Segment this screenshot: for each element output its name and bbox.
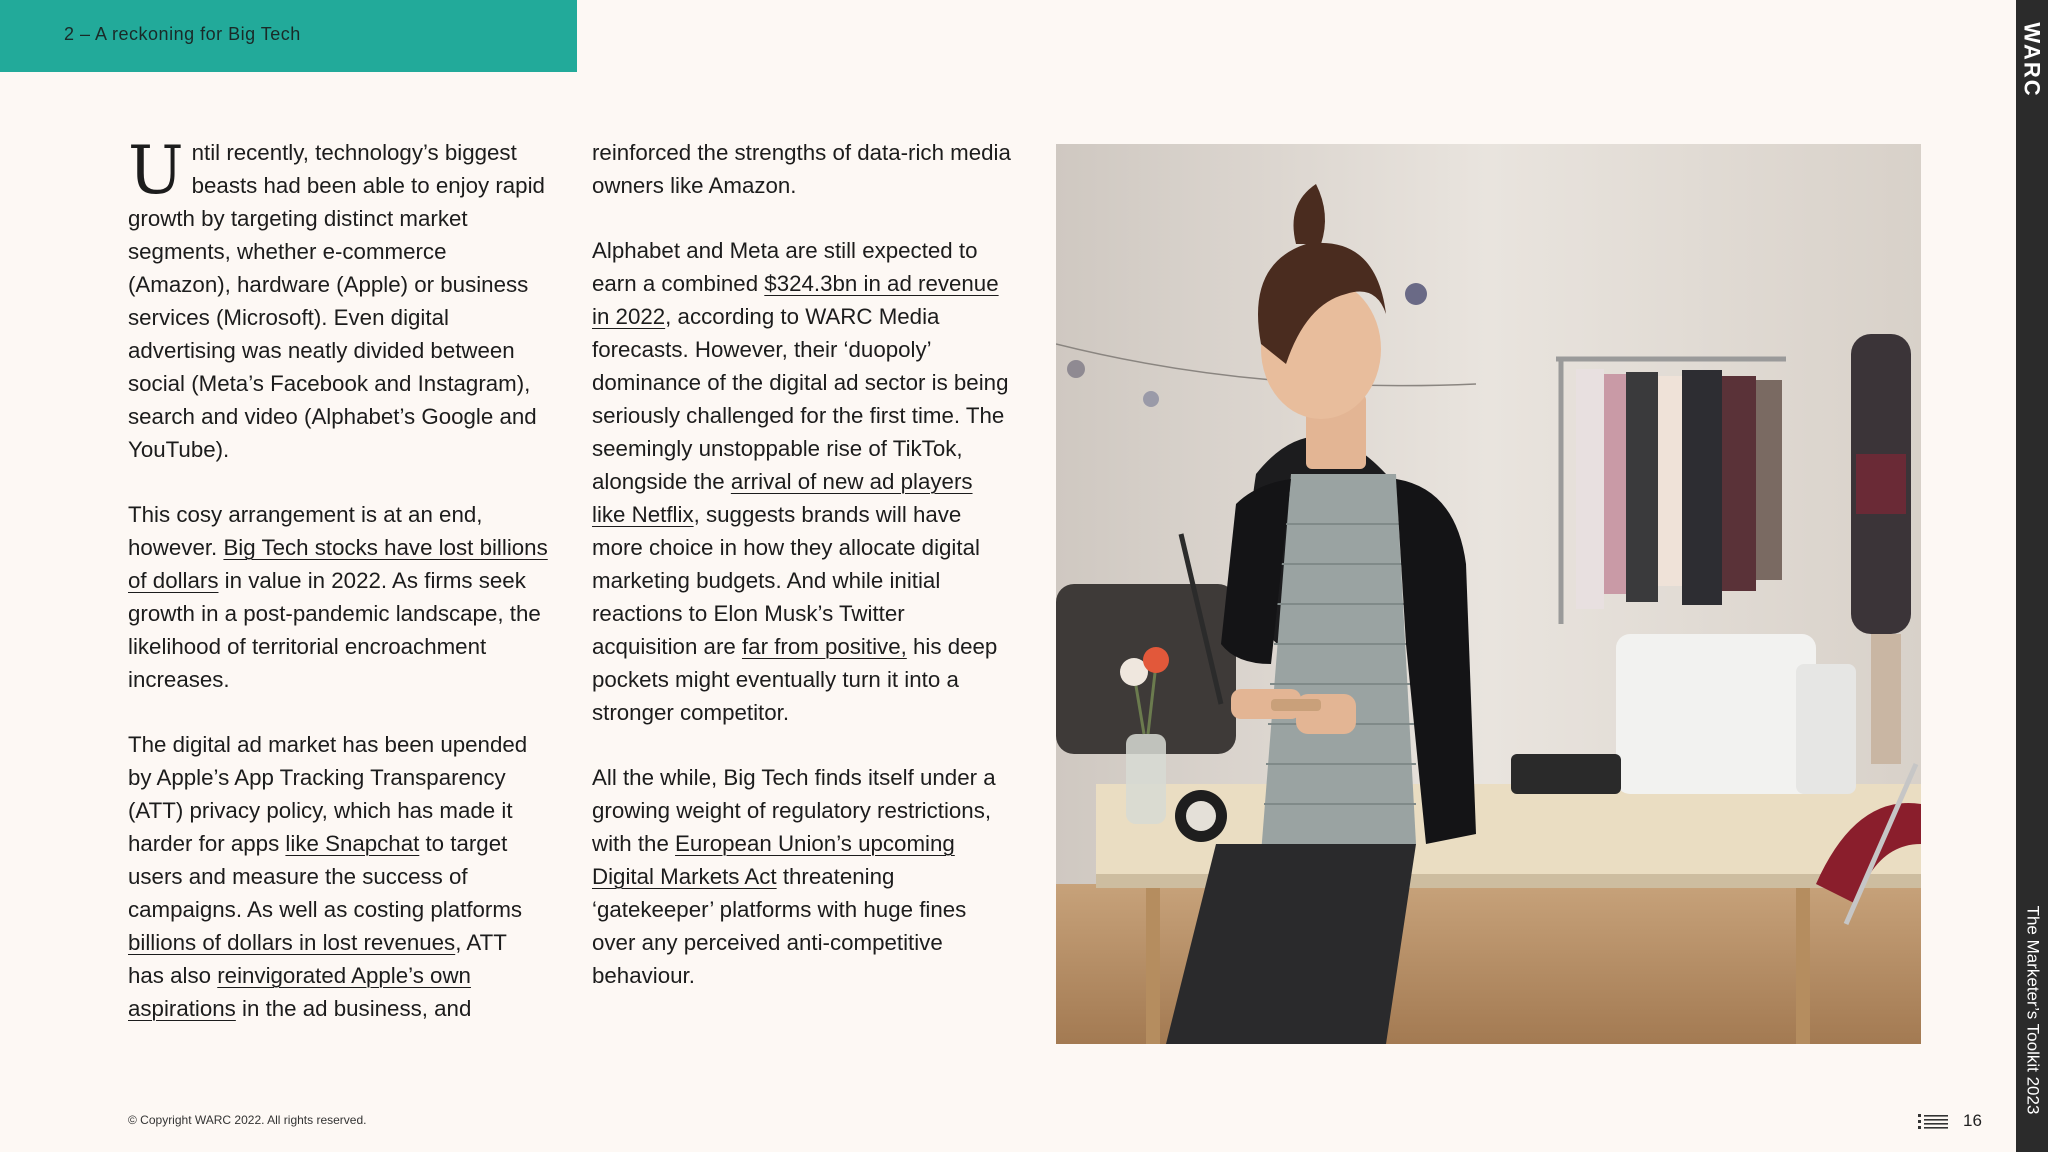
publication-title: The Marketer’s Toolkit 2023 bbox=[2023, 905, 2042, 1115]
paragraph-text: in the ad business, and bbox=[235, 996, 472, 1021]
paragraph-text: The digital ad market has been upended by Apple’s App Tracking Transparency (ATT) privacy policy, which has made it harder for apps bbox=[128, 732, 528, 856]
article-photo bbox=[1056, 144, 1921, 1044]
paragraph-text: in value in 2022. As firms seek growth in a post-pandemic landscape, the likelihood of territorial encroachment increases. bbox=[128, 568, 541, 692]
paragraph bbox=[592, 136, 1012, 202]
drop-cap: U bbox=[128, 132, 184, 209]
paragraph bbox=[592, 761, 1012, 992]
paragraph bbox=[128, 728, 548, 1025]
link-big-tech-stocks[interactable]: Big Tech stocks have lost billions of dollars bbox=[128, 535, 548, 593]
paragraph-text: reinforced the strengths of data-rich media owners like Amazon. bbox=[592, 140, 1011, 198]
paragraph bbox=[128, 498, 548, 696]
publication-title-vertical bbox=[2016, 880, 2048, 1140]
paragraph-text: , according to WARC Media forecasts. However, their ‘duopoly’ dominance of the digital ad sector is being seriously challenged for the first time. The seemingly unstoppable rise of TikTok, alongside the bbox=[592, 304, 1009, 494]
list-icon bbox=[1918, 1113, 1950, 1131]
paragraph-text: All the while, Big Tech finds itself under a growing weight of regulatory restrictions, with the bbox=[592, 765, 996, 856]
article-column-2 bbox=[592, 136, 1012, 1024]
logo-text: WARC bbox=[2020, 22, 2045, 98]
warc-logo bbox=[2016, 0, 2048, 120]
link-like-snapchat[interactable]: like Snapchat bbox=[285, 831, 420, 856]
section-header-tab bbox=[0, 0, 577, 72]
paragraph-text: Alphabet and Meta are still expected to earn a combined bbox=[592, 238, 978, 296]
copyright-footer: © Copyright WARC 2022. All rights reserved. bbox=[128, 1113, 367, 1127]
paragraph-text: to target users and measure the success of campaigns. As well as costing platforms bbox=[128, 831, 523, 922]
page-number: 16 bbox=[1963, 1111, 1982, 1130]
section-title: 2 – A reckoning for Big Tech bbox=[64, 24, 301, 44]
paragraph-text: , suggests brands will have more choice in how they allocate digital marketing budgets. And while initial reactions to Elon Musk’s Twitter acquisition are bbox=[592, 502, 980, 659]
link-netflix-ad-players[interactable]: arrival of new ad players like Netflix bbox=[592, 469, 973, 527]
link-ad-revenue[interactable]: $324.3bn in ad revenue in 2022 bbox=[592, 271, 999, 329]
paragraph bbox=[592, 234, 1012, 729]
link-far-from-positive[interactable]: far from positive, bbox=[741, 634, 907, 659]
link-digital-markets-act[interactable]: European Union’s upcoming Digital Markets Act bbox=[592, 831, 955, 889]
article-column-1 bbox=[128, 132, 548, 1057]
contents-menu-icon[interactable] bbox=[1918, 1113, 1950, 1131]
paragraph-text: This cosy arrangement is at an end, however. bbox=[128, 502, 483, 560]
paragraph-text: threatening ‘gatekeeper’ platforms with huge fines over any perceived anti-competitive behaviour. bbox=[592, 864, 967, 988]
link-lost-revenues[interactable]: billions of dollars in lost revenues bbox=[128, 930, 456, 955]
paragraph-text: ntil recently, technology’s biggest beasts had been able to enjoy rapid growth by targeting distinct market segments, whether e-commerce (Amazon), hardware (Apple) or business services (Microsoft). Even digital advertising was neatly divided between social (Meta’s Facebook and Instagram), search and video (Alphabet’s Google and YouTube). bbox=[128, 140, 545, 462]
paragraph-text: his deep pockets might eventually turn it into a stronger competitor. bbox=[592, 634, 998, 725]
photo-illustration bbox=[1056, 144, 1921, 1044]
link-apple-aspirations[interactable]: reinvigorated Apple’s own aspirations bbox=[128, 963, 471, 1021]
paragraph-text: , ATT has also bbox=[128, 930, 507, 988]
paragraph bbox=[128, 132, 548, 466]
